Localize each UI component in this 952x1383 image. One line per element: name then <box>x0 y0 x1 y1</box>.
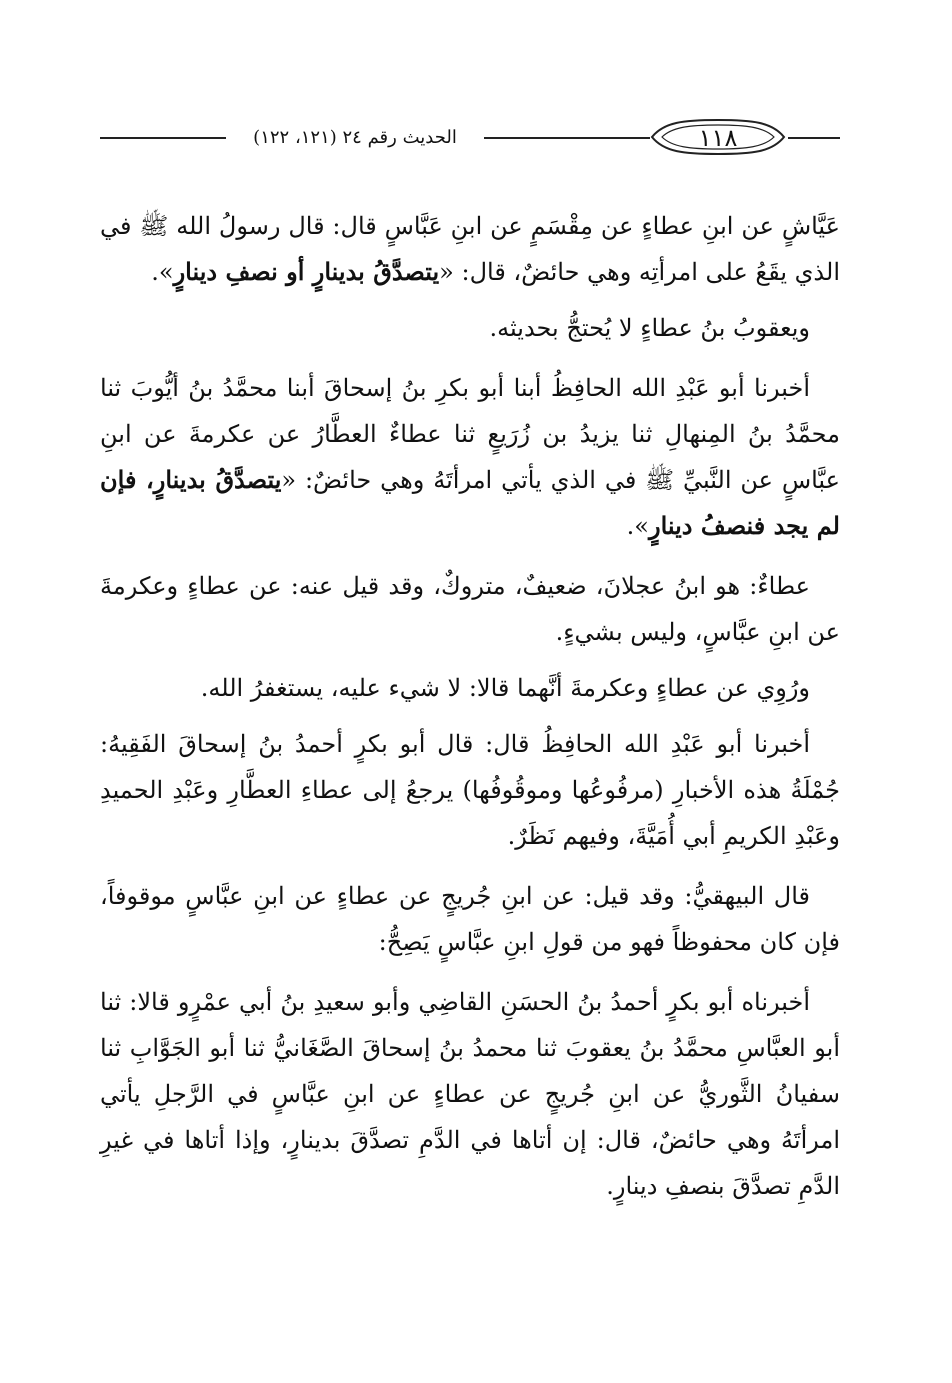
paragraph-4: عطاءٌ: هو ابنُ عجلانَ، ضعيفٌ، متروكٌ، وقد قيل عنه: عن عطاءٍ وعكرمةَ عن ابنِ عبَّاسٍ، وليس بشيءٍ. <box>100 572 840 646</box>
running-title: الحديث رقم ٢٤ (١٢١، ١٢٢) <box>253 127 457 148</box>
paragraph-2: ويعقوبُ بنُ عطاءٍ لا يُحتجُّ بحديثه. <box>489 314 810 342</box>
page-header <box>100 116 840 162</box>
page-body <box>100 203 840 1209</box>
paragraph-1 <box>100 203 840 295</box>
paragraph-1-text: عَيَّاشٍ عن ابنِ عطاءٍ عن مِقْسَمٍ عن ابنِ عَبَّاسٍ قال: قال رسولُ الله ﷺ في الذي يقَعُ على امرأتِه وهي حائضٌ، قال: « <box>100 212 840 286</box>
hadith-quote-2: يتصدَّقُ بدينارٍ، فإن لم يجد فنصفُ دينارٍ <box>100 465 840 540</box>
header-rule-left <box>100 137 226 139</box>
paragraph-3-text: أخبرنا أبو عَبْدِ الله الحافِظُ أبنا أبو بكرِ بنُ إسحاقَ أبنا محمَّدُ بنُ أيُّوبَ ثنا محمَّدُ بنُ المِنهالِ ثنا يزيدُ بن زُرَيعٍ ثنا عطاءٌ العطَّارُ عن عكرمةَ عن ابنِ عبَّاسٍ عن النَّبيِّ ﷺ في الذي يأتي امرأتَهُ وهي حائضٌ: « <box>100 374 840 494</box>
hadith-quote-1: يتصدَّقُ بدينارٍ أو نصفِ دينارٍ <box>173 257 440 286</box>
paragraph-6: أخبرنا أبو عَبْدِ الله الحافِظُ قال: قال أبو بكرٍ أحمدُ بنُ إسحاقَ الفَقِيهُ: جُمْلَةُ هذه الأخبارِ (مرفُوعُها وموقُوفُها) يرجعُ إلى عطاءِ العطَّارِ وعَبْدِ الحميدِ وعَبْدِ الكريمِ أبي أُمَيَّةَ، وفيهم نَظَرٌ. <box>100 730 840 850</box>
page-number: ١١٨ <box>698 124 738 152</box>
paragraph-7: قال البيهقيُّ: وقد قيل: عن ابنِ جُريجٍ عن عطاءٍ عن ابنِ عبَّاسٍ موقوفاً، فإن كان محفوظاً فهو من قولِ ابنِ عبَّاسٍ يَصِحُّ: <box>100 882 840 956</box>
header-rule-right <box>788 137 840 139</box>
paragraph-1-end: ». <box>151 258 174 286</box>
paragraph-3-end: ». <box>626 512 649 540</box>
paragraph-5: ورُوِي عن عطاءٍ وعكرمةَ أنَّهما قالا: لا شيء عليه، يستغفرُ الله. <box>200 674 810 702</box>
header-rule-middle <box>484 137 650 139</box>
paragraph-8: أخبرناه أبو بكرٍ أحمدُ بنُ الحسَنِ القاضِي وأبو سعيدِ بنُ أبي عمْرٍو قالا: ثنا أبو العبَّاسِ محمَّدُ بنُ يعقوبَ ثنا محمدُ بنُ إسحاقَ الصَّغَانيُّ ثنا أبو الجَوَّابِ ثنا سفيانُ الثَّوريُّ عن ابنِ جُريجٍ عن عطاءٍ عن ابنِ عبَّاسٍ في الرَّجلِ يأتي امرأتَهُ وهي حائضٌ، قال: إن أتاها في الدَّمِ تصدَّقَ بدينارٍ، وإذا أتاها في غيرِ الدَّمِ تصدَّقَ بنصفِ دينارٍ. <box>100 988 840 1200</box>
paragraph-3 <box>100 365 840 549</box>
